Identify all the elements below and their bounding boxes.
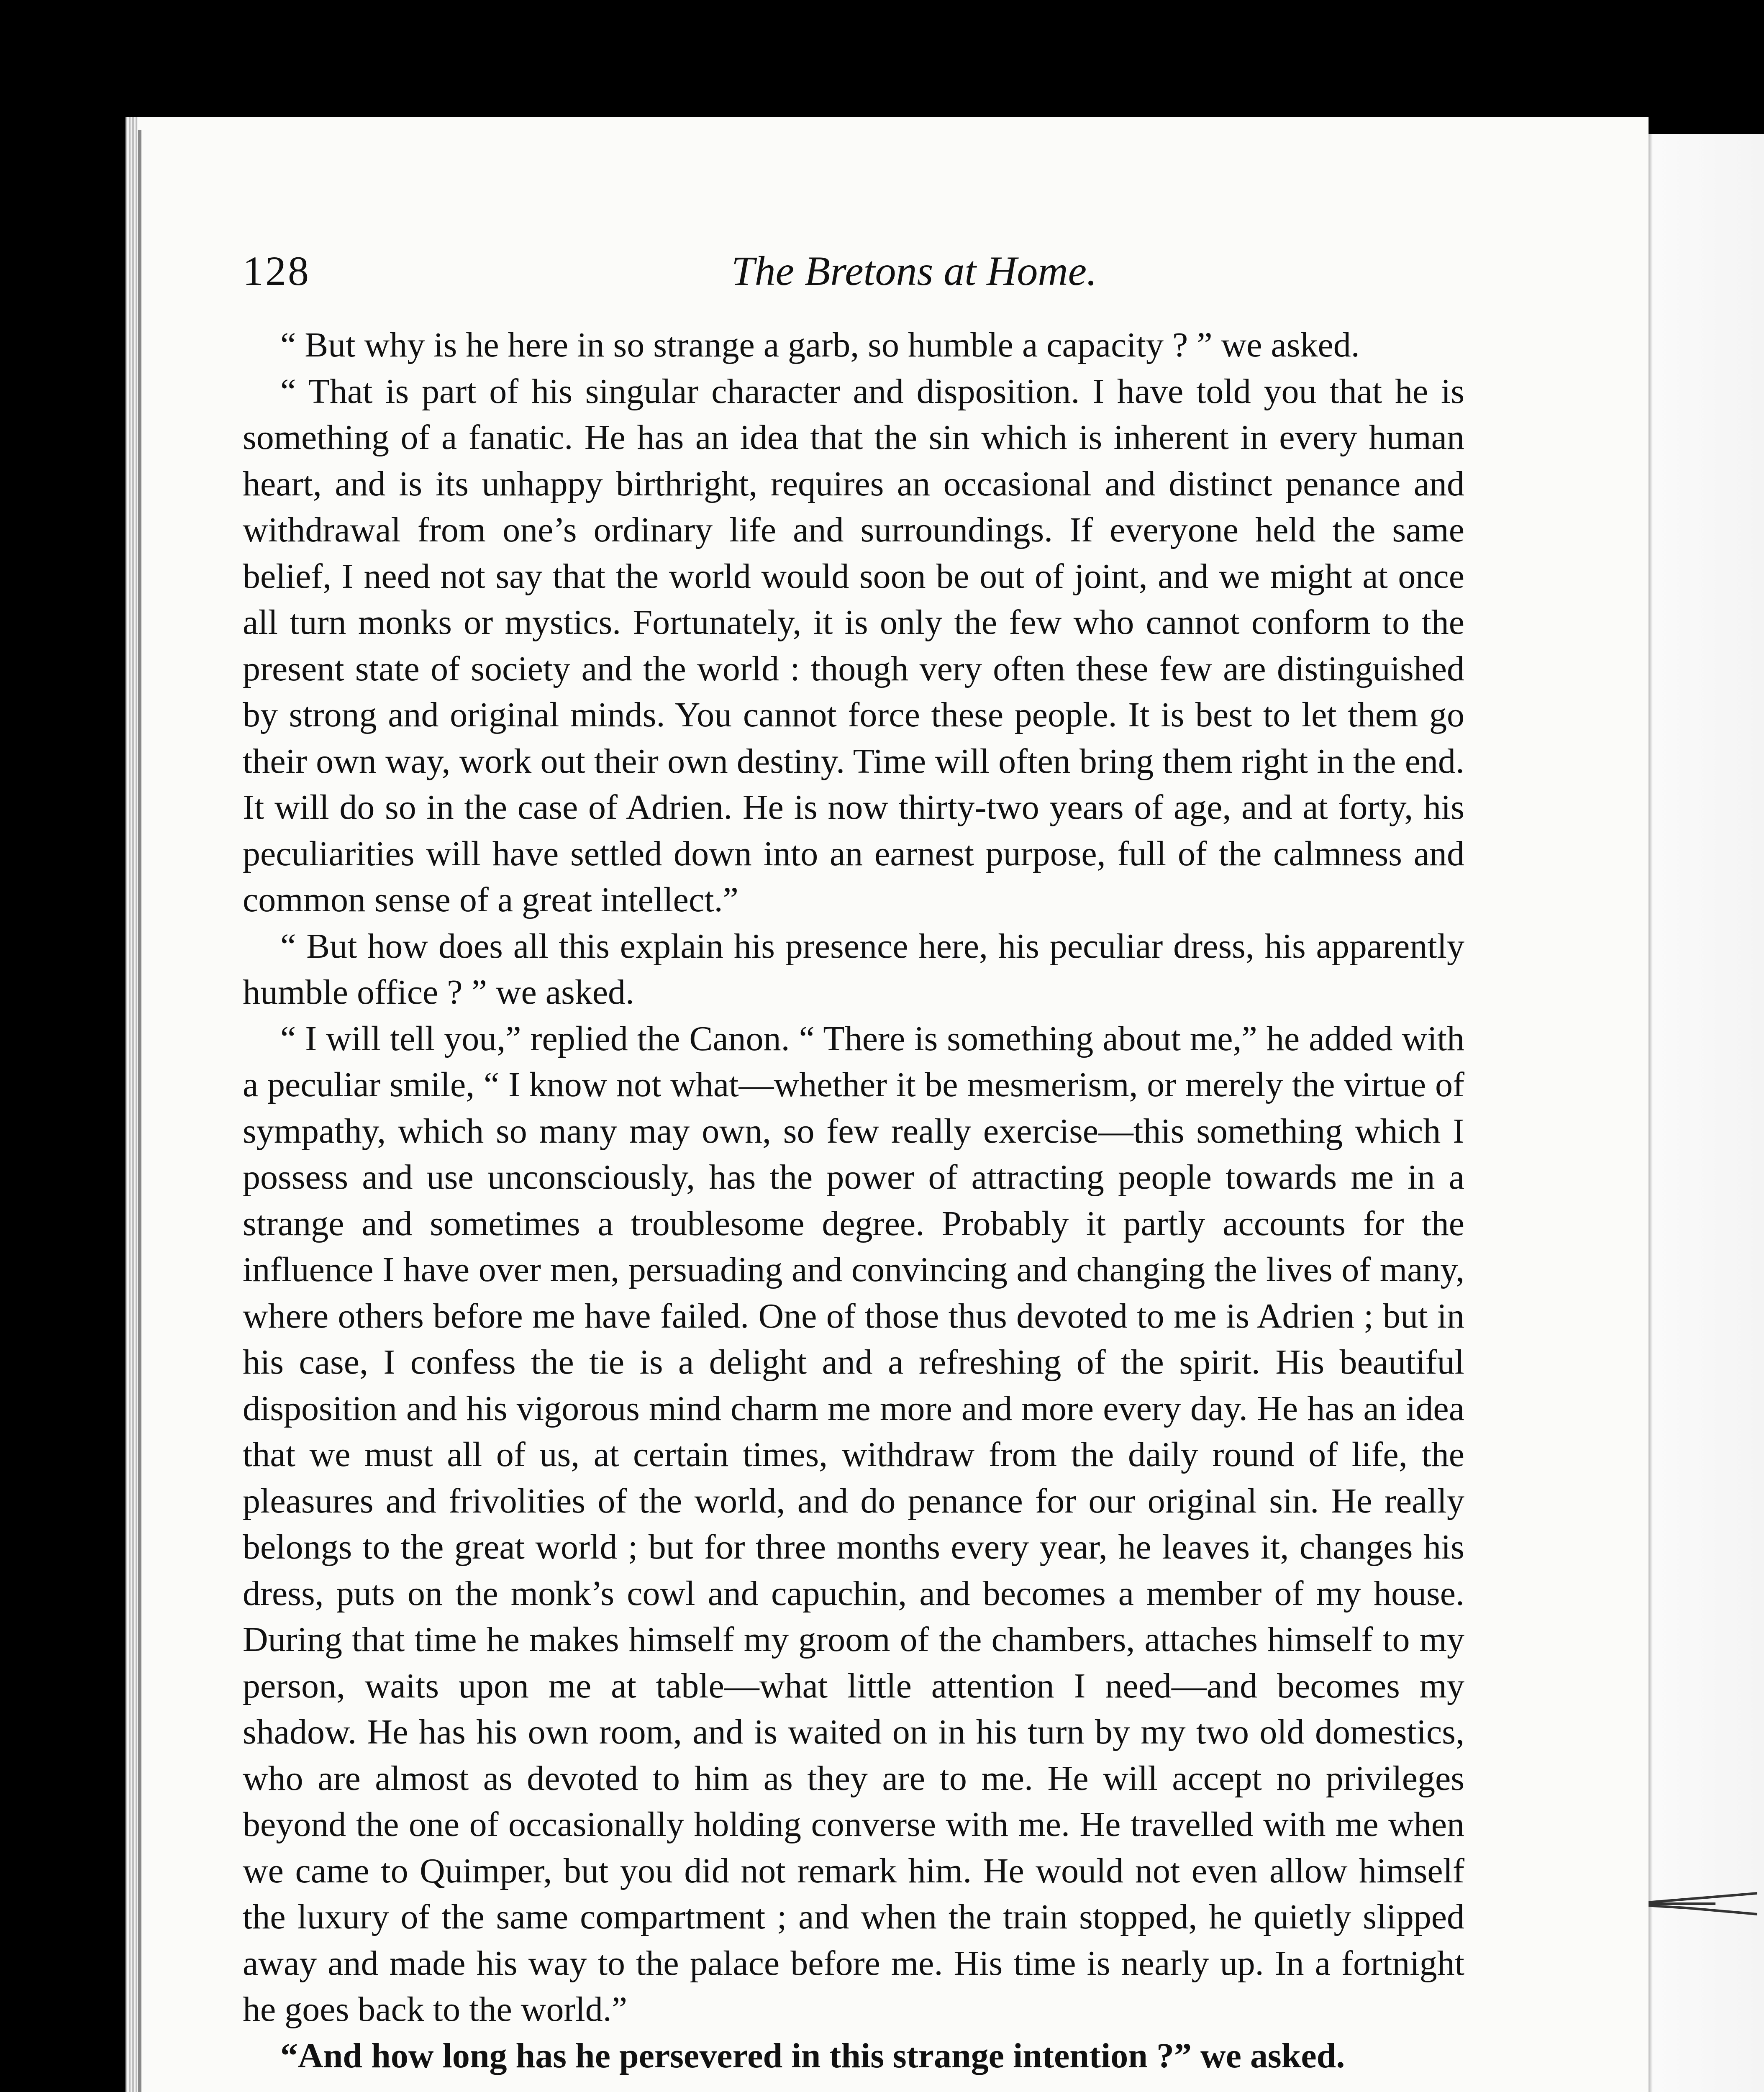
page-gutter (126, 117, 138, 2092)
body-text (243, 322, 1464, 2079)
binding-thread (1632, 1891, 1757, 1916)
page-header (243, 243, 1586, 310)
page-number: 128 (243, 248, 310, 294)
paragraph: “ I will tell you,” replied the Canon. “ There is something about me,” he added with a peculiar smile, “ I know not what—whether it be mesmerism, or merely the virtue of sympathy, which so many may own, so few really exercise—this something which I possess and use unconsciously, has the power of attracting people towards me in a strange and sometimes a troublesome degree. Probably it partly accounts for the influence I have over men, persuading and convincing and changing the lives of many, where others before me have failed. One of those thus devoted to me is Adrien ; but in his case, I confess the tie is a delight and a refreshing of the spirit. His beautiful disposition and his vigorous mind charm me more and more every day. He has an idea that we must all of us, at certain times, withdraw from the daily round of life, the pleasures and frivolities of the world, and do penance for our original sin. He really belongs to the great world ; but for three months every year, he leaves it, changes his dress, puts on the monk’s cowl and capuchin, and becomes a member of my house. During that time he makes himself my groom of the chambers, attaches himself to my person, waits upon me at table—what little attention I need—and becomes my shadow. He has his own room, and is waited on in his turn by my two old domestics, who are almost as devoted to him as they are to me. He will accept no privileges beyond the one of occasionally holding converse with me. He travelled with me when we came to Quimper, but you did not remark him. He would not even allow himself the luxury of the same compartment ; and when the train stopped, he quietly slipped away and made his way to the palace before me. His time is nearly up. In a fortnight he goes back to the world.” (243, 1019, 1464, 2029)
paragraph: “ That is part of his singular character and disposition. I have told you that he is something of a fanatic. He has an idea that the sin which is inherent in every human heart, and is its unhappy birthright, requires an occasional and distinct penance and withdrawal from one’s ordinary life and surroundings. If everyone held the same belief, I need not say that the world would soon be out of joint, and we might at once all turn monks or mystics. Fortunately, it is only the few who cannot conform to the present state of society and the world : though very often these few are distinguished by strong and original minds. You cannot force these people. It is best to let them go their own way, work out their own destiny. Time will often bring them right in the end. It will do so in the case of Adrien. He is now thirty-two years of age, and at forty, his peculiarities will have settled down into an earnest purpose, full of the calmness and common sense of a great intellect.” (243, 372, 1464, 919)
book-page (126, 117, 1649, 2092)
paragraph: “ But why is he here in so strange a garb, so humble a capacity ? ” we asked. (280, 326, 1360, 364)
paragraph: “And how long has he persevered in this strange intention ?” we asked. (280, 2036, 1345, 2075)
running-title: The Bretons at Home. (731, 248, 1097, 294)
paragraph: “ But how does all this explain his presence here, his peculiar dress, his apparently humble office ? ” we asked. (243, 926, 1464, 1012)
